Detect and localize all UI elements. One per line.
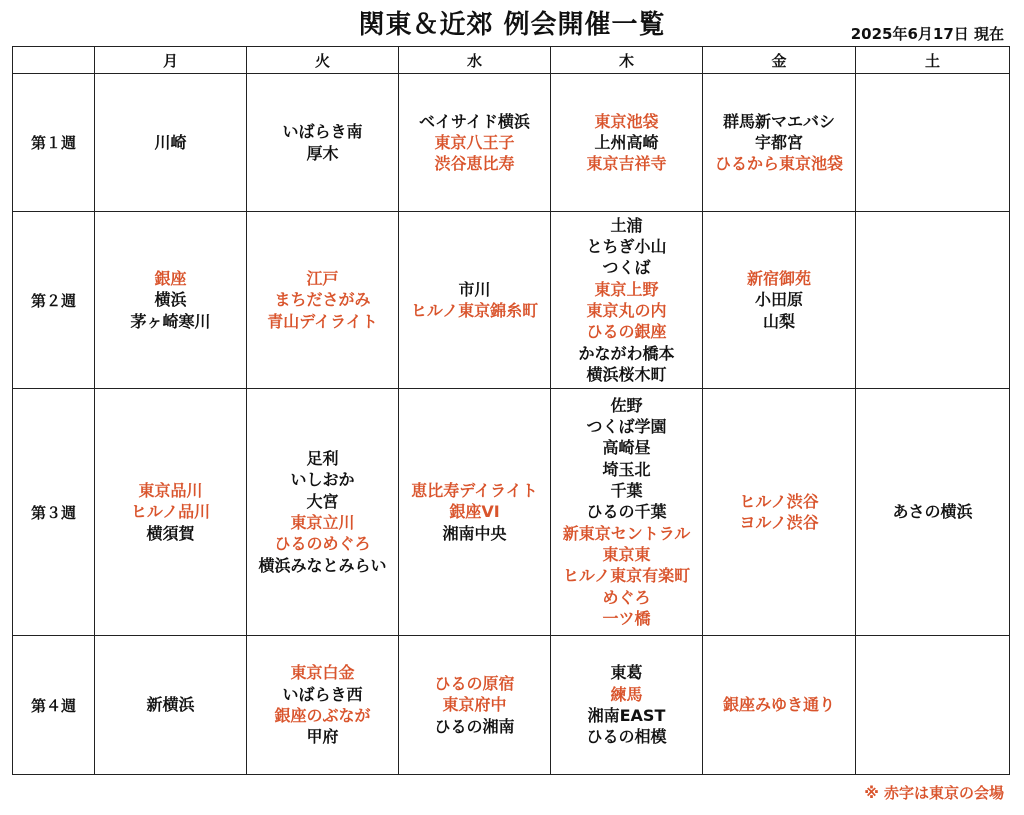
venue-name: 土浦 [610,215,643,235]
week-row [13,389,1010,636]
schedule-cell [551,74,703,212]
tokyo-venue-name: 東京八王子 [434,132,515,152]
tokyo-venue-name: 恵比寿デイライト [411,481,538,501]
schedule-cell [551,636,703,775]
legend-note: ※ 赤字は東京の会場 [864,784,1004,802]
day-header-thu: 木 [551,47,703,74]
tokyo-venue-name: ひるの原宿 [434,674,515,694]
venue-name: あさの横浜 [892,502,973,522]
venue-name: 川崎 [154,132,187,152]
tokyo-venue-name: 新宿御苑 [746,269,811,289]
week-row [13,74,1010,212]
tokyo-venue-name: 東京上野 [594,279,659,299]
day-header-row [13,47,1010,74]
week-row [13,212,1010,389]
tokyo-venue-name: ヒルノ渋谷 [739,491,819,511]
venue-name: 千葉 [610,481,643,501]
venue-name: いばらき南 [282,122,363,142]
venue-name: 湘南EAST [587,706,666,725]
venue-name: 上州高崎 [594,132,659,152]
venue-name: 市川 [458,279,491,299]
venue-name: 小田原 [754,290,803,310]
schedule-cell [703,636,856,775]
venue-name: 佐野 [610,395,643,415]
schedule-cell [551,212,703,389]
schedule-cell [856,74,1010,212]
schedule-cell [703,74,856,212]
venue-name: 甲府 [306,727,339,747]
schedule-cell [247,74,399,212]
venue-name: 東葛 [610,663,643,683]
venue-name: ひるの千葉 [586,502,667,522]
venue-name: つくば学園 [586,417,667,437]
schedule-cell [399,389,551,636]
corner-header [13,47,95,74]
venue-name: 宇都宮 [754,132,803,152]
venue-name: 横浜みなとみらい [258,555,387,575]
week-label: 第３週 [13,389,95,636]
week-label: 第２週 [13,212,95,389]
schedule-cell [247,212,399,389]
tokyo-venue-name: 東京品川 [138,481,203,501]
venue-name: いしおか [290,470,355,490]
venue-name: ベイサイド横浜 [419,111,530,131]
schedule-cell [856,389,1010,636]
venue-name: 横浜 [154,290,187,310]
tokyo-venue-name: 東京池袋 [594,111,659,131]
tokyo-venue-name: ヒルノ東京有楽町 [562,566,691,586]
tokyo-venue-name: ヒルノ東京錦糸町 [410,301,539,320]
schedule-cell [399,212,551,389]
schedule-cell [856,212,1010,389]
schedule-cell [95,389,247,636]
schedule-cell [95,212,247,389]
venue-name: ひるの湘南 [434,716,515,736]
venue-name: 横浜桜木町 [586,364,667,384]
day-header-fri: 金 [703,47,856,74]
day-header-tue: 火 [247,47,399,74]
week-row [13,636,1010,775]
schedule-cell [95,636,247,775]
schedule-cell [856,636,1010,775]
venue-name: とちぎ小山 [586,237,667,257]
week-label: 第１週 [13,74,95,212]
day-header-sat: 土 [856,47,1010,74]
tokyo-venue-name: 青山デイライト [267,311,378,331]
venue-name: 茅ヶ崎寒川 [130,311,211,331]
page-title: 関東＆近郊 例会開催一覧 [358,10,666,40]
venue-name: 新横浜 [146,695,195,715]
schedule-cell [399,74,551,212]
day-header-wed: 水 [399,47,551,74]
tokyo-venue-name: 東京吉祥寺 [586,154,667,174]
day-header-mon: 月 [95,47,247,74]
tokyo-venue-name: 一ツ橋 [602,608,651,628]
meeting-schedule-table [12,46,1010,775]
schedule-cell [703,212,856,389]
venue-name: 湘南中央 [442,523,507,543]
tokyo-venue-name: 東京府中 [442,695,507,715]
venue-name: 大宮 [306,491,339,511]
tokyo-venue-name: 銀座VI [449,502,500,522]
tokyo-venue-name: ひるの銀座 [586,322,667,342]
tokyo-venue-name: 銀座のぶなが [274,706,371,725]
schedule-cell [703,389,856,636]
tokyo-venue-name: 銀座 [154,269,187,289]
tokyo-venue-name: ひるのめぐろ [274,534,371,554]
week-label: 第４週 [13,636,95,775]
tokyo-venue-name: 東京立川 [290,513,355,532]
venue-name: 高崎昼 [602,438,651,458]
tokyo-venue-name: 銀座みゆき通り [722,695,835,715]
as-of-date: 2025年6月17日 現在 [850,25,1004,43]
tokyo-venue-name: 渋谷恵比寿 [434,154,515,174]
tokyo-venue-name: めぐろ [602,587,651,607]
venue-name: 足利 [306,449,339,469]
tokyo-venue-name: 東京丸の内 [586,301,667,320]
venue-name: ひるの相模 [586,727,667,747]
tokyo-venue-name: ひるから東京池袋 [714,154,843,174]
tokyo-venue-name: 江戸 [306,269,339,289]
venue-name: つくば [602,258,651,278]
schedule-cell [95,74,247,212]
schedule-cell [551,389,703,636]
venue-name: 山梨 [762,311,795,331]
venue-name: 横須賀 [146,523,195,543]
tokyo-venue-name: ヨルノ渋谷 [739,513,819,532]
tokyo-venue-name: 練馬 [610,684,643,704]
venue-name: いばらき西 [282,684,363,704]
schedule-cell [247,389,399,636]
schedule-cell [399,636,551,775]
tokyo-venue-name: ヒルノ品川 [130,502,211,522]
tokyo-venue-name: まちださがみ [274,290,371,310]
tokyo-venue-name: 東京東 [602,544,651,564]
venue-name: 埼玉北 [602,459,651,479]
schedule-cell [247,636,399,775]
tokyo-venue-name: 新東京セントラル [562,523,691,543]
venue-name: 群馬新マエバシ [722,111,835,131]
venue-name: 厚木 [306,143,339,163]
venue-name: かながわ橋本 [578,343,675,363]
tokyo-venue-name: 東京白金 [290,663,355,683]
